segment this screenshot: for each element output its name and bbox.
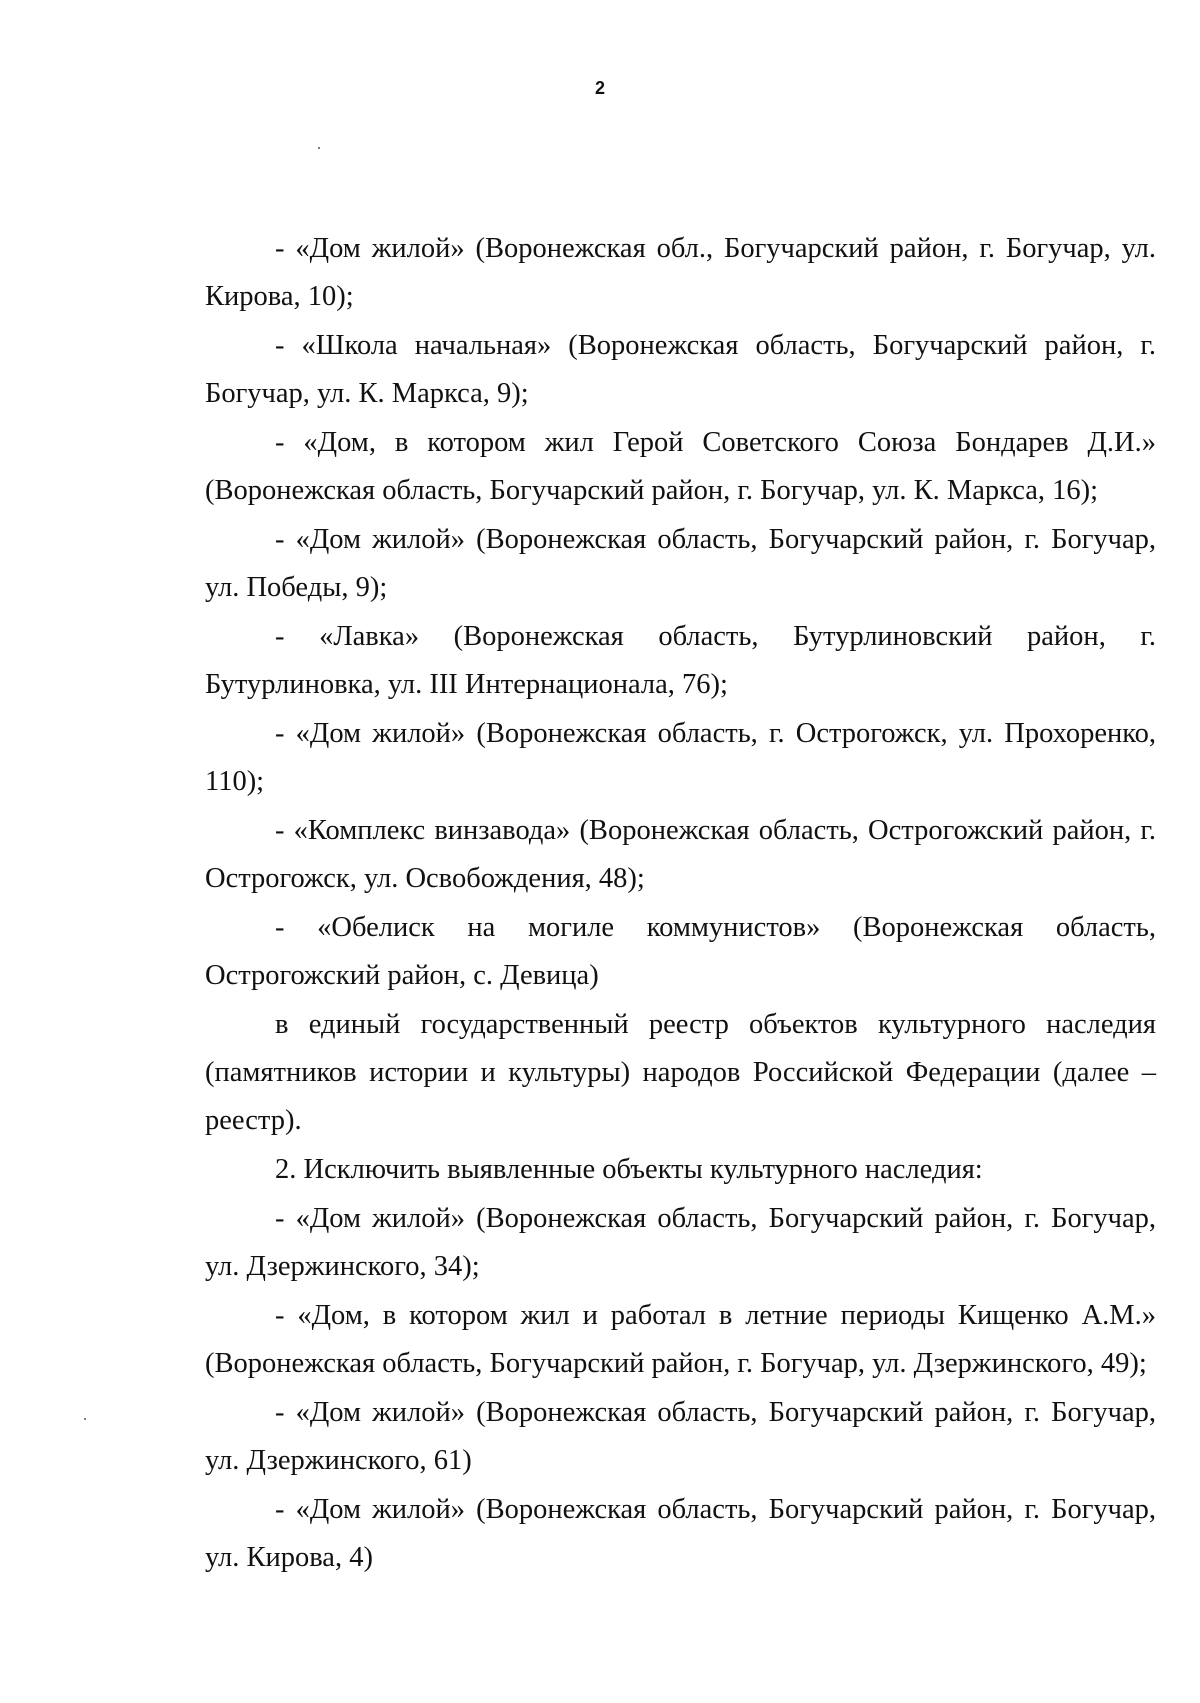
paragraph: - «Дом жилой» (Воронежская обл., Богучарский район, г. Богучар, ул. Кирова, 10); (205, 233, 1156, 312)
paragraph: - «Комплекс винзавода» (Воронежская область, Острогожский район, г. Острогожск, ул. Освобождения, 48); (205, 815, 1156, 894)
paragraph: - «Дом, в котором жил Герой Советского Союза Бондарев Д.И.» (Воронежская область, Богучарский район, г. Богучар, ул. К. Маркса, 16); (205, 427, 1156, 506)
paragraph: в единый государственный реестр объектов культурного наследия (памятников истории и культуры) народов Российской Федерации (далее – реестр). (205, 1009, 1156, 1136)
paragraph: - «Школа начальная» (Воронежская область, Богучарский район, г. Богучар, ул. К. Маркса, 9); (205, 330, 1156, 409)
paragraph: 2. Исключить выявленные объекты культурного наследия: (275, 1154, 983, 1185)
scan-speck (84, 1418, 86, 1420)
paragraph: - «Дом жилой» (Воронежская область, Богучарский район, г. Богучар, ул. Победы, 9); (205, 524, 1156, 603)
paragraph: - «Дом жилой» (Воронежская область, Богучарский район, г. Богучар, ул. Дзержинского, 34); (205, 1203, 1156, 1282)
paragraph: - «Дом, в котором жил и работал в летние периоды Кищенко А.М.» (Воронежская область, Богучарский район, г. Богучар, ул. Дзержинского, 49); (205, 1300, 1156, 1379)
page-number: 2 (594, 78, 605, 98)
scan-speck (318, 147, 320, 149)
paragraph: - «Дом жилой» (Воронежская область, Богучарский район, г. Богучар, ул. Дзержинского, 61) (205, 1397, 1156, 1476)
paragraph: - «Дом жилой» (Воронежская область, Богучарский район, г. Богучар, ул. Кирова, 4) (205, 1494, 1156, 1573)
paragraph: - «Обелиск на могиле коммунистов» (Воронежская область, Острогожский район, с. Девица) (205, 912, 1156, 991)
document-body (205, 225, 1156, 1583)
paragraph: - «Лавка» (Воронежская область, Бутурлиновский район, г. Бутурлиновка, ул. III Интернационала, 76); (205, 621, 1156, 700)
paragraph: - «Дом жилой» (Воронежская область, г. Острогожск, ул. Прохоренко, 110); (205, 718, 1156, 797)
